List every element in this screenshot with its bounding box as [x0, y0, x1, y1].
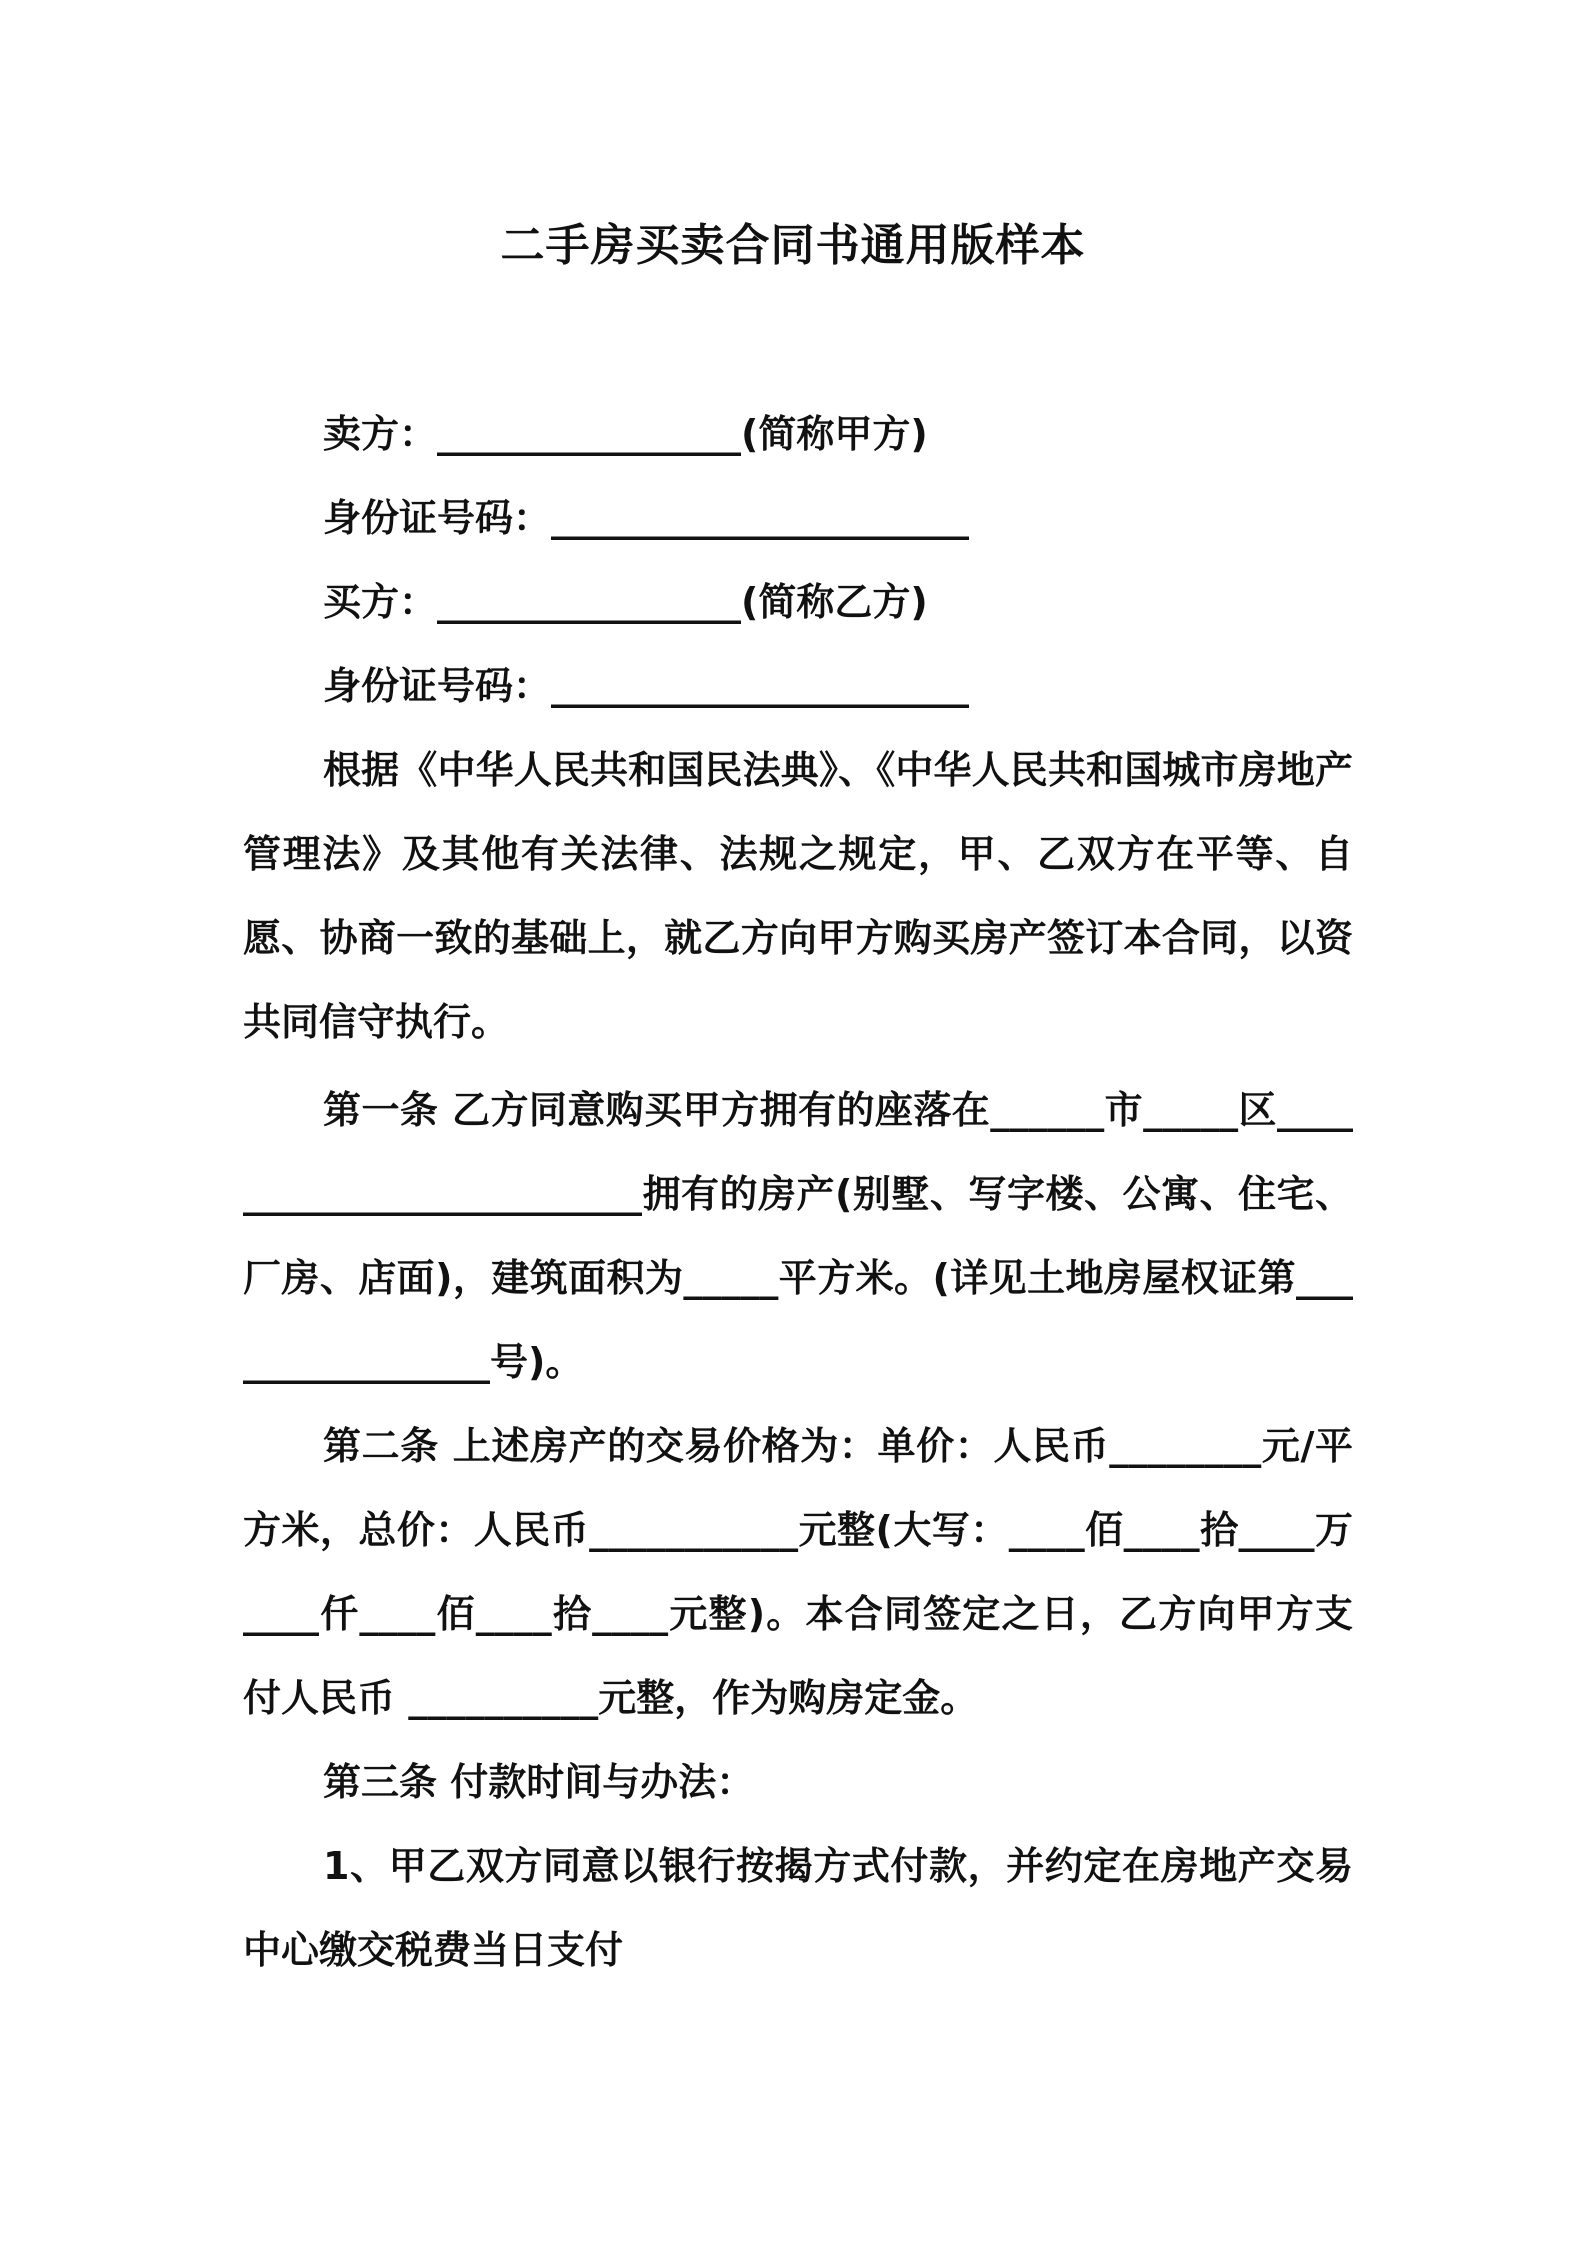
document-title: 二手房买卖合同书通用版样本: [500, 220, 1086, 271]
buyer-field: 买方：________________(简称乙方): [323, 580, 928, 624]
article-2-paragraph: 第二条 上述房产的交易价格为：单价：人民币________元/平方米，总价：人民币___________元整(大写：____佰____拾____万____仟____佰____拾____元整)。本合同签定之日，乙方向甲方支付人民币 __________元整，作为购房定金。: [243, 1424, 1353, 1720]
article-1-paragraph: 第一条 乙方同意购买甲方拥有的座落在______市_____区_________________________拥有的房产(别墅、写字楼、公寓、住宅、厂房、店面)，建筑面积为_____平方米。(详见土地房屋权证第________________号)。: [243, 1088, 1353, 1384]
preamble-paragraph: 根据《中华人民共和国民法典》、《中华人民共和国城市房地产管理法》及其他有关法律、法规之规定，甲、乙双方在平等、自愿、协商一致的基础上，就乙方向甲方购买房产签订本合同，以资共同信守执行。: [243, 748, 1353, 1044]
seller-field: 卖方：________________(简称甲方): [323, 412, 928, 456]
seller-id-field: 身份证号码：______________________: [323, 496, 970, 540]
buyer-id-field: 身份证号码：______________________: [323, 664, 970, 708]
article-3-heading: 第三条 付款时间与办法：: [323, 1760, 755, 1804]
clause-1-paragraph: 1、甲乙双方同意以银行按揭方式付款，并约定在房地产交易中心缴交税费当日支付: [243, 1844, 1353, 1972]
document-body: [243, 392, 1353, 1992]
